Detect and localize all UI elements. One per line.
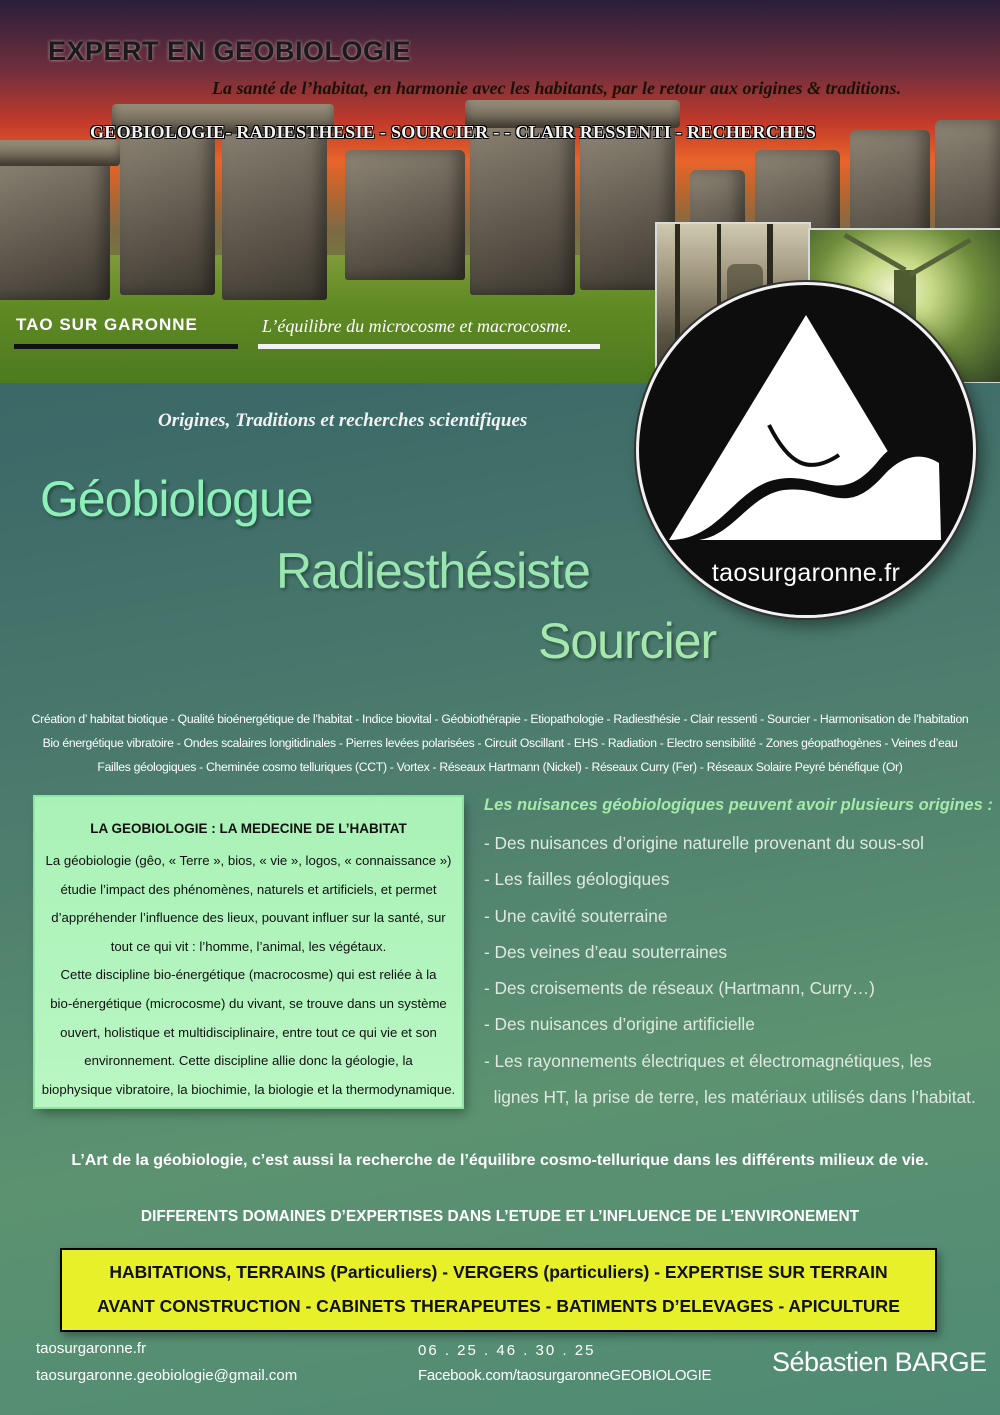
box-line: bio-énergétique (microcosme) du vivant, se trouve dans un système [50, 995, 447, 1011]
keywords-line: Création d’ habitat biotique - Qualité bioénergétique de l’habitat - Indice biovital - Géobiothérapie - Etiopathologie - Radiesthésie - Clair ressenti - Sourcier - Harmonisation de l’habitation [31, 712, 969, 726]
logo-url[interactable]: taosurgaronne.fr [711, 559, 901, 587]
standing-stone [345, 150, 465, 280]
list-item: - Des nuisances d’origine artificielle [484, 1014, 755, 1035]
motto-underline [258, 344, 600, 349]
box-line: étudie l’impact des phénomènes, naturels et artificiels, et permet [60, 881, 437, 897]
box-line: Cette discipline bio-énergétique (macrocosme) qui est reliée à la [60, 967, 437, 983]
disciplines-banner: GEOBIOLOGIE- RADIESTHESIE - SOURCIER - - CLAIR RESSENTI - RECHERCHES [90, 122, 817, 142]
tagline: La santé de l’habitat, en harmonie avec les habitants, par le retour aux origines & traditions. [212, 78, 902, 98]
box-line: environnement. Cette discipline allie donc la géologie, la [84, 1053, 413, 1069]
box-line: d’appréhender l’influence des lieux, pouvant influer sur la santé, sur [51, 910, 446, 926]
footer-email-link[interactable]: taosurgaronne.geobiologie@gmail.com [36, 1367, 298, 1384]
box-line: biophysique vibratoire, la biochimie, la biologie et la thermodynamique. [41, 1081, 456, 1097]
list-item: lignes HT, la prise de terre, les matériaux utilisés dans l’habitat. [484, 1087, 976, 1108]
footer-website-link[interactable]: taosurgaronne.fr [36, 1340, 147, 1357]
list-item: - Des veines d’eau souterraines [484, 941, 728, 962]
list-item: - Les failles géologiques [484, 869, 670, 890]
art-statement: L’Art de la géobiologie, c’est aussi la recherche de l’équilibre cosmo-tellurique dans les différents milieux de vie. [71, 1152, 929, 1169]
geobiology-definition-box [35, 797, 462, 1107]
box-text [41, 847, 456, 1104]
list-item: - Une cavité souterraine [484, 905, 668, 926]
logo-badge[interactable] [636, 282, 976, 618]
page-title: EXPERT EN GEOBIOLOGIE [48, 36, 412, 66]
role-radiesthesiste: Radiesthésiste [276, 543, 590, 599]
box-line: La géobiologie (gêo, « Terre », bios, « vie », logos, « connaissance ») [45, 853, 452, 868]
domains-line: AVANT CONSTRUCTION - CABINETS THERAPEUTES - BATIMENTS D’ELEVAGES - APICULTURE [97, 1296, 900, 1316]
domains-line: HABITATIONS, TERRAINS (Particuliers) - VERGERS (particuliers) - EXPERTISE SUR TERRAIN [109, 1262, 888, 1282]
standing-stone [0, 150, 110, 300]
footer-facebook-link[interactable]: Facebook.com/taosurgaronneGEOBIOLOGIE [418, 1367, 712, 1384]
origins-heading: Origines, Traditions et recherches scientifiques [158, 410, 528, 431]
keywords-line: Bio énergétique vibratoire - Ondes scalaires longitidinales - Pierres levées polarisées - Circuit Oscillant - EHS - Radiation - Electro sensibilité - Zones géopathogènes - Veines d’eau [42, 736, 958, 750]
brand-underline [14, 344, 238, 349]
lintel-stone [0, 140, 120, 166]
domains-heading: DIFFERENTS DOMAINES D’EXPERTISES DANS L’ETUDE ET L’INFLUENCE DE L’ENVIRONEMENT [140, 1208, 860, 1225]
nuisances-list [484, 828, 976, 1118]
list-item: - Des croisements de réseaux (Hartmann, Curry…) [484, 978, 875, 999]
keywords-block [10, 707, 990, 779]
nuisances-title: Les nuisances géobiologiques peuvent avoir plusieurs origines : [484, 796, 993, 814]
box-line: ouvert, holistique et multidisciplinaire, entre tout ce qui vie et son [60, 1024, 437, 1040]
domains-highlight-box [60, 1248, 937, 1332]
author-name: Sébastien BARGE [772, 1347, 987, 1377]
list-item: - Les rayonnements électriques et électromagnétiques, les [484, 1050, 932, 1071]
box-title: LA GEOBIOLOGIE : LA MEDECINE DE L’HABITAT [90, 821, 407, 836]
list-item: - Des nuisances d’origine naturelle provenant du sous-sol [484, 833, 924, 853]
role-sourcier: Sourcier [538, 613, 717, 669]
box-line: tout ce qui vit : l’homme, l’animal, les végétaux. [110, 938, 387, 954]
motto: L’équilibre du microcosme et macrocosme. [262, 316, 572, 336]
footer-phone[interactable]: 06 . 25 . 46 . 30 . 25 [418, 1342, 596, 1359]
standing-stone [120, 120, 215, 295]
keywords-line: Failles géologiques - Cheminée cosmo telluriques (CCT) - Vortex - Réseaux Hartmann (Nickel) - Réseaux Curry (Fer) - Réseaux Solaire Peyré bénéfique (Or) [97, 760, 903, 774]
brand-name: TAO SUR GARONNE [16, 315, 198, 334]
role-geobiologue: Géobiologue [40, 471, 313, 527]
